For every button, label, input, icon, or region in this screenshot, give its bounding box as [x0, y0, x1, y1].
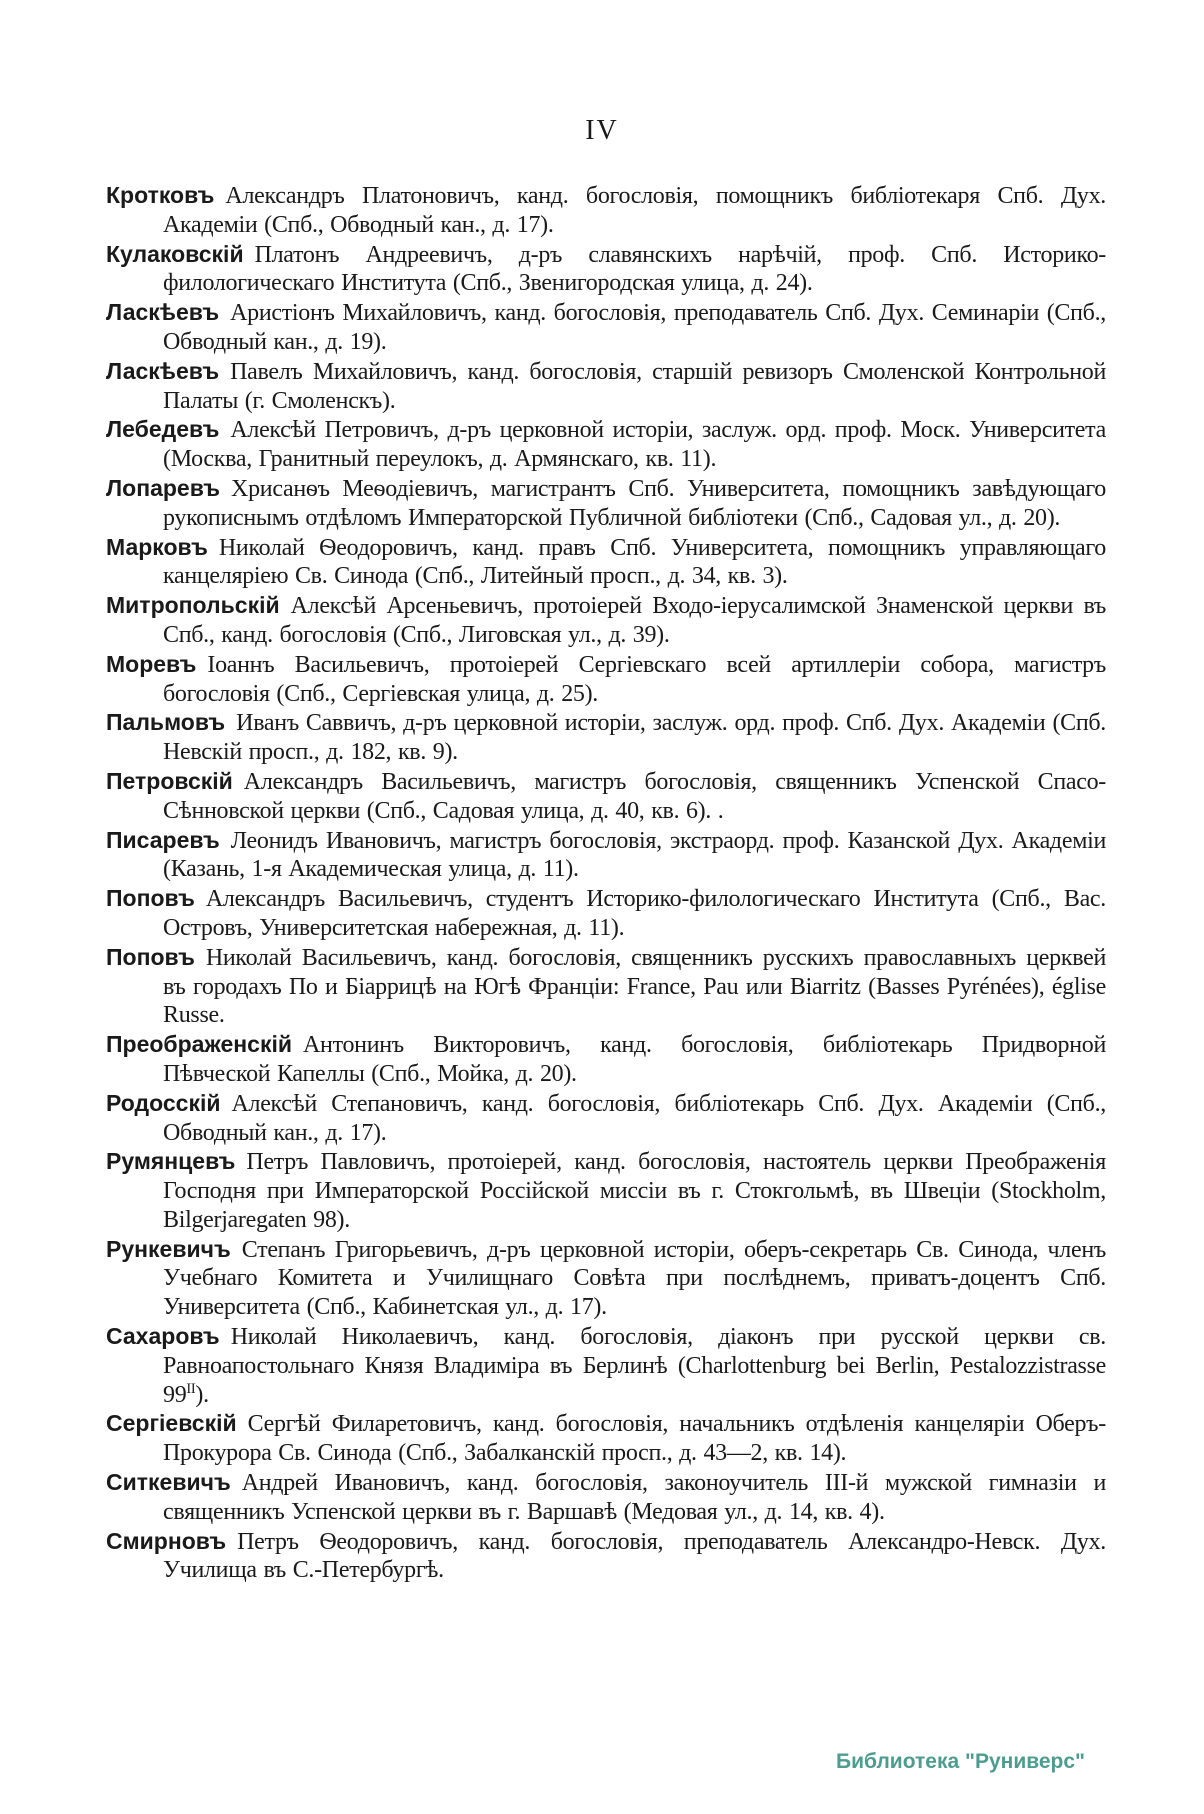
entry-surname: Лопаревъ: [106, 474, 221, 501]
directory-entry: [106, 1030, 1106, 1089]
entry-surname: Моревъ: [106, 650, 197, 677]
entry-text: Хрисанѳъ Меѳодіевичъ, магистрантъ Спб. Университета, помощникъ завѣдующаго рукописнымъ отдѣломъ Императорской Публичной библіотеки (Спб., Садовая ул., д. 20).: [163, 475, 1106, 531]
entry-text: Сергѣй Филаретовичъ, канд. богословія, начальникъ отдѣленія канцеляріи Оберъ-Прокурора Св. Синода (Спб., Забалканскій просп., д. 43—2, кв. 14).: [163, 1411, 1106, 1467]
entry-surname: Кулаковскій: [106, 240, 244, 267]
entry-surname: Поповъ: [106, 943, 195, 970]
directory-entry: [106, 415, 1106, 474]
entry-text: Александръ Платоновичъ, канд. богословія, помощникъ библіотекаря Спб. Дух. Академіи (Спб., Обводный кан., д. 17).: [163, 183, 1106, 238]
entry-text: Петръ Павловичъ, протоіерей, канд. богословія, настоятель церкви Преображенія Господня при Императорской Россійской миссіи въ г. Стокгольмѣ, въ Швеціи (Stockholm, Bilgerjaregaten 98).: [163, 1149, 1106, 1233]
directory-entry: [106, 1468, 1106, 1527]
entry-text: Алексѣй Арсеньевичъ, протоіерей Входо-іерусалимской Знаменской церкви въ Спб., канд. богословія (Спб., Лиговская ул., д. 39).: [163, 593, 1106, 648]
entry-text: Николай Васильевичъ, канд. богословія, священникъ русскихъ православныхъ церквей въ городахъ По и Біаррицѣ на Югѣ Франціи: France, Pau или Biarritz (Basses Pyrénées), église Russe.: [163, 944, 1106, 1029]
entry-text: Іоаннъ Васильевичъ, протоіерей Сергіевскаго всей артиллеріи собора, магистръ богословія (Спб., Сергіевская улица, д. 25).: [163, 651, 1106, 707]
entry-text: Александръ Васильевичъ, студентъ Историко-филологическаго Института (Спб., Вас. Островъ, Университетская набережная, д. 11).: [163, 886, 1106, 941]
directory-entry: [106, 1147, 1106, 1234]
entry-surname: Ласкѣевъ: [106, 357, 220, 384]
entry-text: Алексѣй Степановичъ, канд. богословія, библіотекарь Спб. Дух. Академіи (Спб., Обводный кан., д. 17).: [163, 1090, 1106, 1146]
entry-surname: Ласкѣевъ: [106, 299, 220, 326]
directory-entry: [106, 943, 1106, 1030]
entry-surname: Ситкевичъ: [106, 1469, 231, 1496]
entry-text: Николай Николаевичъ, канд. богословія, діаконъ при русской церкви св. Равноапостольнаго Князя Владиміра въ Берлинѣ (Charlottenburg bei Berlin, Pestalozzistrasse $99^{II}$).: [163, 1324, 1106, 1408]
entry-text: Леонидъ Ивановичъ, магистръ богословія, экстраорд. проф. Казанской Дух. Академіи (Казань, 1-я Академическая улица, д. 11).: [163, 827, 1106, 883]
entry-text: Алексѣй Петровичъ, д-ръ церковной исторіи, заслуж. орд. проф. Моск. Университета (Москва, Гранитный переулокъ, д. Армянскаго, кв. 11).: [163, 417, 1106, 473]
directory-entry: [106, 1235, 1106, 1322]
entry-text: Иванъ Саввичъ, д-ръ церковной исторіи, заслуж. орд. проф. Спб. Дух. Академіи (Спб. Невскій просп., д. 182, кв. 9).: [163, 710, 1106, 766]
entry-surname: Писаревъ: [106, 826, 220, 853]
directory-list: [106, 181, 1106, 1585]
directory-entry: [106, 298, 1106, 357]
entry-surname: Петровскій: [106, 767, 233, 794]
entry-surname: Митропольскій: [106, 592, 280, 619]
directory-entry: [106, 708, 1106, 767]
directory-entry: [106, 357, 1106, 416]
directory-entry: [106, 1409, 1106, 1468]
directory-entry: [106, 767, 1106, 826]
directory-entry: [106, 884, 1106, 943]
watermark: Библиотека "Руниверс": [836, 1750, 1086, 1773]
entry-surname: Родосскій: [106, 1089, 221, 1116]
entry-text: Степанъ Григорьевичъ, д-ръ церковной исторіи, оберъ-секретарь Св. Синода, членъ Учебнаго Комитета и Училищнаго Совѣта при послѣднемъ, приватъ-доцентъ Спб. Университета (Спб., Кабинетская ул., д. 17).: [163, 1236, 1106, 1321]
entry-surname: Марковъ: [106, 533, 208, 560]
entry-surname: Сахаровъ: [106, 1323, 220, 1350]
entry-text: Аристіонъ Михайловичъ, канд. богословія, преподаватель Спб. Дух. Семинаріи (Спб., Обводный кан., д. 19).: [163, 300, 1106, 355]
entry-text: Андрей Ивановичъ, канд. богословія, законоучитель III-й мужской гимназіи и священникъ Успенской церкви въ г. Варшавѣ (Медовая ул., д. 14, кв. 4).: [163, 1470, 1106, 1525]
entry-text: Антонинъ Викторовичъ, канд. богословія, библіотекарь Придворной Пѣвческой Капеллы (Спб., Мойка, д. 20).: [163, 1032, 1106, 1087]
entry-surname: Преображенскій: [106, 1031, 292, 1058]
entry-surname: Смирновъ: [106, 1527, 227, 1554]
directory-entry: [106, 1527, 1106, 1586]
directory-entry: [106, 826, 1106, 885]
entry-text: Александръ Васильевичъ, магистръ богословія, священникъ Успенской Спасо-Сѣнновской церкви (Спб., Садовая улица, д. 40, кв. 6). .: [163, 768, 1106, 824]
directory-entry: [106, 181, 1106, 240]
entry-surname: Рункевичъ: [106, 1235, 231, 1262]
entry-surname: Сергіевскій: [106, 1410, 237, 1437]
directory-entry: [106, 650, 1106, 709]
entry-text: Платонъ Андреевичъ, д-ръ славянскихъ нарѣчій, проф. Спб. Историко-филологическаго Института (Спб., Звенигородская улица, д. 24).: [163, 241, 1106, 297]
entry-surname: Кротковъ: [106, 182, 215, 208]
entry-text: Николай Ѳеодоровичъ, канд. правъ Спб. Университета, помощникъ управляющаго канцеляріею Св. Синода (Спб., Литейный просп., д. 34, кв. 3).: [163, 534, 1106, 590]
entry-surname: Румянцевъ: [106, 1148, 236, 1175]
page-number: IV: [585, 115, 619, 146]
entry-surname: Пальмовъ: [106, 709, 226, 736]
directory-entry: [106, 1089, 1106, 1148]
entry-surname: Поповъ: [106, 885, 195, 912]
directory-entry: [106, 1322, 1106, 1409]
directory-entry: [106, 591, 1106, 650]
entry-surname: Лебедевъ: [106, 416, 220, 443]
entry-text: Петръ Ѳеодоровичъ, канд. богословія, преподаватель Александро-Невск. Дух. Училища въ С.-Петербургѣ.: [163, 1528, 1106, 1584]
directory-entry: [106, 474, 1106, 533]
directory-entry: [106, 533, 1106, 592]
directory-entry: [106, 240, 1106, 299]
entry-text: Павелъ Михайловичъ, канд. богословія, старшій ревизоръ Смоленской Контрольной Палаты (г. Смоленскъ).: [163, 358, 1106, 414]
